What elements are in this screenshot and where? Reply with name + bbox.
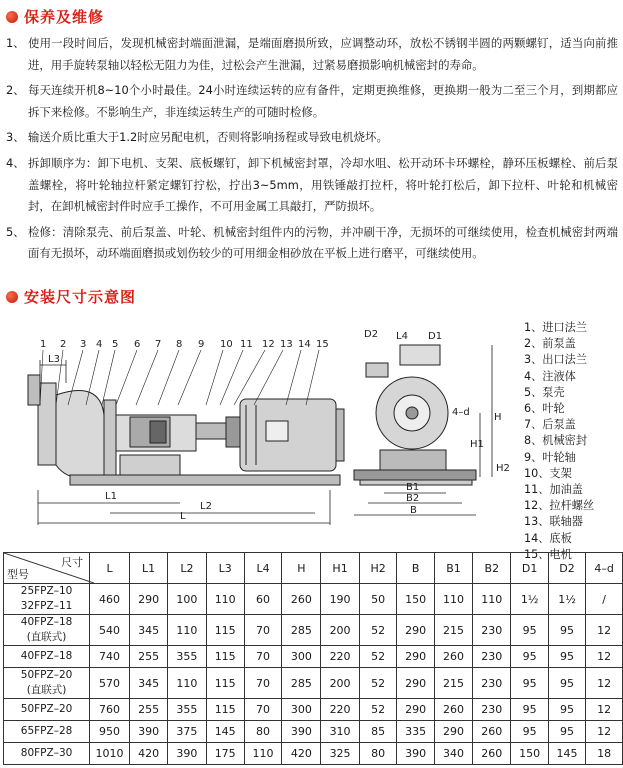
callout-leader xyxy=(206,350,223,405)
model-cell xyxy=(4,699,90,721)
value-cell: 115 xyxy=(206,668,244,699)
model-line: 32FPZ–11 xyxy=(20,600,73,612)
value-cell: 95 xyxy=(511,668,548,699)
legend-item: 1、进口法兰 xyxy=(524,321,588,334)
value-cell: 390 xyxy=(168,743,206,765)
model-line: 40FPZ–18 xyxy=(20,616,73,628)
value-cell: 110 xyxy=(168,668,206,699)
value-cell: 570 xyxy=(90,668,130,699)
value-cell: 740 xyxy=(90,646,130,668)
model-line: (直联式) xyxy=(26,631,67,643)
value-cell: 285 xyxy=(282,615,321,646)
column-header: H2 xyxy=(359,553,397,584)
dim-H1: H1 xyxy=(470,439,484,450)
value-cell: 95 xyxy=(511,721,548,743)
model-cell xyxy=(4,721,90,743)
value-cell: 300 xyxy=(282,646,321,668)
value-cell: 52 xyxy=(359,668,397,699)
value-cell: 95 xyxy=(511,615,548,646)
column-header: L1 xyxy=(129,553,167,584)
value-cell: 110 xyxy=(434,584,472,615)
callout-leader xyxy=(254,350,283,405)
value-cell: 345 xyxy=(129,615,167,646)
callout-leader xyxy=(102,350,115,405)
callout-number: 2 xyxy=(60,339,67,350)
callout-number: 10 xyxy=(220,339,233,350)
value-cell: 355 xyxy=(168,646,206,668)
callout-number: 6 xyxy=(134,339,141,350)
value-cell: 115 xyxy=(206,646,244,668)
value-cell: 150 xyxy=(397,584,434,615)
model-line: 50FPZ–20 xyxy=(20,669,73,681)
callout-number: 12 xyxy=(262,339,275,350)
callout-leader xyxy=(158,350,179,405)
legend-item: 9、叶轮轴 xyxy=(524,450,576,464)
model-cell xyxy=(4,743,90,765)
value-cell: 70 xyxy=(244,699,281,721)
dim-B: B xyxy=(410,505,417,516)
value-cell: 145 xyxy=(548,743,585,765)
list-item xyxy=(6,127,618,149)
value-cell: 340 xyxy=(434,743,472,765)
legend-item: 4、注液体 xyxy=(524,369,576,383)
value-cell: 290 xyxy=(129,584,167,615)
value-cell: 420 xyxy=(129,743,167,765)
list-item-number: 4、 xyxy=(6,155,25,170)
value-cell: 150 xyxy=(511,743,548,765)
value-cell: 12 xyxy=(586,668,623,699)
value-cell: 110 xyxy=(168,615,206,646)
model-line: (直联式) xyxy=(26,684,67,696)
value-cell: 290 xyxy=(397,699,434,721)
value-cell: 12 xyxy=(586,615,623,646)
value-cell: 355 xyxy=(168,699,206,721)
dim-L4: L4 xyxy=(396,331,408,342)
value-cell: 950 xyxy=(90,721,130,743)
model-line: 25FPZ–10 xyxy=(20,585,73,597)
value-cell: 260 xyxy=(473,721,511,743)
value-cell: 1½ xyxy=(548,584,585,615)
red-bullet-icon xyxy=(6,291,18,303)
list-item xyxy=(6,33,618,76)
list-item-number: 5、 xyxy=(6,224,25,239)
value-cell: 52 xyxy=(359,699,397,721)
callout-leader xyxy=(136,350,158,405)
section-maintenance-title: 保养及维修 xyxy=(6,6,104,27)
list-item xyxy=(6,222,618,265)
legend-item: 2、前泵盖 xyxy=(524,337,576,351)
model-cell xyxy=(4,668,90,699)
dim-L1: L1 xyxy=(105,491,117,502)
value-cell: 1010 xyxy=(90,743,130,765)
value-cell: 115 xyxy=(206,615,244,646)
table-row xyxy=(4,721,623,743)
value-cell: 95 xyxy=(548,721,585,743)
callout-number: 11 xyxy=(240,339,253,350)
dim-4d: 4–d xyxy=(452,407,470,418)
value-cell: 50 xyxy=(359,584,397,615)
section-install-title: 安装尺寸示意图 xyxy=(6,286,136,307)
legend-item: 5、泵壳 xyxy=(524,385,565,399)
legend-item: 6、叶轮 xyxy=(524,402,565,416)
list-item-text: 拆卸顺序为：卸下电机、支架、底板螺钉，卸下机械密封罩，冷却水咀、松开动环卡环螺栓，静环压板螺栓、前后泵盖螺栓，将叶轮轴拉杆紧定螺钉拧松，拧出3~5mm，用铁锤敲打拉杆，将叶轮打松后，卸下拉杆、叶轮和机械密封，在卸机械密封件时应手工操作，不可用金属工具敲打，严防损坏。 xyxy=(28,155,618,214)
dim-H2: H2 xyxy=(496,463,510,474)
column-header: L4 xyxy=(244,553,281,584)
table-header-row xyxy=(4,553,623,584)
dim-B1: B1 xyxy=(406,482,420,493)
column-header: B xyxy=(397,553,434,584)
value-cell: / xyxy=(586,584,623,615)
list-item-number: 3、 xyxy=(6,130,25,145)
model-line: 40FPZ–18 xyxy=(20,650,73,662)
list-item-text: 每天连续开机8~10个小时最佳。24小时连续运转的应有备件，定期更换维修，更换期一般为二至三个月，到期都应拆下来检修。不影响生产，非连续运转生产的可随时检修。 xyxy=(28,83,618,119)
value-cell: 220 xyxy=(321,699,359,721)
dim-H: H xyxy=(494,412,502,423)
legend-item: 8、机械密封 xyxy=(524,434,588,448)
column-header: H xyxy=(282,553,321,584)
value-cell: 110 xyxy=(244,743,281,765)
callout-number: 13 xyxy=(280,339,293,350)
value-cell: 390 xyxy=(129,721,167,743)
value-cell: 345 xyxy=(129,668,167,699)
table-row xyxy=(4,699,623,721)
value-cell: 215 xyxy=(434,615,472,646)
callout-leader xyxy=(234,350,265,405)
dimension-table xyxy=(3,552,623,765)
value-cell: 95 xyxy=(511,646,548,668)
model-line: 65FPZ–28 xyxy=(20,725,73,737)
callout-number: 15 xyxy=(316,339,329,350)
value-cell: 110 xyxy=(473,584,511,615)
value-cell: 260 xyxy=(434,646,472,668)
maintenance-list xyxy=(6,33,618,269)
callout-number: 5 xyxy=(112,339,119,350)
value-cell: 95 xyxy=(548,699,585,721)
value-cell: 290 xyxy=(397,668,434,699)
legend-item: 14、底板 xyxy=(524,531,572,545)
column-header: H1 xyxy=(321,553,359,584)
value-cell: 145 xyxy=(206,721,244,743)
value-cell: 255 xyxy=(129,699,167,721)
list-item-number: 1、 xyxy=(6,36,25,50)
value-cell: 290 xyxy=(397,615,434,646)
dim-L2: L2 xyxy=(200,501,212,512)
value-cell: 285 xyxy=(282,668,321,699)
value-cell: 200 xyxy=(321,668,359,699)
red-bullet-icon xyxy=(6,11,18,23)
table-row xyxy=(4,668,623,699)
value-cell: 325 xyxy=(321,743,359,765)
dim-L3: L3 xyxy=(48,354,60,365)
column-header: B2 xyxy=(473,553,511,584)
value-cell: 1½ xyxy=(511,584,548,615)
column-header: D2 xyxy=(548,553,585,584)
value-cell: 255 xyxy=(129,646,167,668)
value-cell: 760 xyxy=(90,699,130,721)
value-cell: 70 xyxy=(244,646,281,668)
table-row xyxy=(4,615,623,646)
value-cell: 230 xyxy=(473,699,511,721)
side-view-pump xyxy=(28,375,344,485)
value-cell: 85 xyxy=(359,721,397,743)
column-header: L3 xyxy=(206,553,244,584)
value-cell: 260 xyxy=(282,584,321,615)
callout-number: 3 xyxy=(80,339,87,350)
value-cell: 95 xyxy=(511,699,548,721)
callout-leader xyxy=(220,350,243,405)
value-cell: 175 xyxy=(206,743,244,765)
value-cell: 375 xyxy=(168,721,206,743)
dim-D1: D1 xyxy=(428,331,443,342)
value-cell: 80 xyxy=(359,743,397,765)
table-row xyxy=(4,646,623,668)
value-cell: 390 xyxy=(397,743,434,765)
list-item-number: 2、 xyxy=(6,83,25,98)
list-item-text: 使用一段时间后，发现机械密封端面泄漏，是端面磨损所致，应调整动环，放松不锈钢半圆的两颗螺钉，适当向前推进，用手旋转泵轴以轻松无阻力为佳，过松会产生泄漏，过紧易磨损影响机械密封的寿命。 xyxy=(28,36,618,72)
column-header: B1 xyxy=(434,553,472,584)
value-cell: 200 xyxy=(321,615,359,646)
list-item-text: 输送介质比重大于1.2时应另配电机，否则将影响扬程或导致电机烧坏。 xyxy=(28,130,388,145)
table-row xyxy=(4,584,623,615)
value-cell: 70 xyxy=(244,668,281,699)
value-cell: 420 xyxy=(282,743,321,765)
value-cell: 230 xyxy=(473,668,511,699)
model-line: 50FPZ–20 xyxy=(20,703,73,715)
legend-item: 10、支架 xyxy=(524,466,572,480)
value-cell: 230 xyxy=(473,615,511,646)
value-cell: 300 xyxy=(282,699,321,721)
legend-item: 7、后泵盖 xyxy=(524,418,576,432)
table-corner-cell: 尺寸 型号 xyxy=(4,553,90,584)
list-item-text: 检修：清除泵壳、前后泵盖、叶轮、机械密封组件内的污物，并冲刷干净，无损坏的可继续使用，检查机械密封两端面有无损坏，动环端面磨损或划伤较少的可用细金相砂放在平板上进行磨平，可继续使用。 xyxy=(28,224,618,261)
value-cell: 80 xyxy=(244,721,281,743)
value-cell: 335 xyxy=(397,721,434,743)
value-cell: 12 xyxy=(586,699,623,721)
value-cell: 190 xyxy=(321,584,359,615)
value-cell: 60 xyxy=(244,584,281,615)
callout-number: 14 xyxy=(298,339,311,350)
value-cell: 12 xyxy=(586,721,623,743)
value-cell: 220 xyxy=(321,646,359,668)
value-cell: 260 xyxy=(473,743,511,765)
callout-leader xyxy=(286,350,301,405)
list-item xyxy=(6,80,618,123)
legend-item: 3、出口法兰 xyxy=(524,353,588,367)
value-cell: 115 xyxy=(206,699,244,721)
column-header: L xyxy=(90,553,130,584)
model-cell xyxy=(4,646,90,668)
dim-D2: D2 xyxy=(364,329,379,340)
value-cell: 12 xyxy=(586,646,623,668)
value-cell: 215 xyxy=(434,668,472,699)
callout-number: 9 xyxy=(198,339,205,350)
value-cell: 110 xyxy=(206,584,244,615)
table-row xyxy=(4,743,623,765)
legend-item: 12、拉杆螺丝 xyxy=(524,499,595,513)
dim-L: L xyxy=(180,511,186,522)
column-header: L2 xyxy=(168,553,206,584)
legend-item: 11、加油盖 xyxy=(524,483,583,497)
legend-item: 15、电机 xyxy=(524,547,572,561)
callout-number: 7 xyxy=(155,339,162,350)
value-cell: 95 xyxy=(548,668,585,699)
callout-number: 8 xyxy=(176,339,183,350)
parts-legend xyxy=(524,320,594,563)
value-cell: 460 xyxy=(90,584,130,615)
value-cell: 390 xyxy=(282,721,321,743)
value-cell: 95 xyxy=(548,646,585,668)
model-cell xyxy=(4,615,90,646)
value-cell: 52 xyxy=(359,646,397,668)
value-cell: 540 xyxy=(90,615,130,646)
callout-leader xyxy=(116,350,137,405)
callout-number: 4 xyxy=(96,339,103,350)
value-cell: 290 xyxy=(397,646,434,668)
value-cell: 100 xyxy=(168,584,206,615)
column-header: 4–d xyxy=(586,553,623,584)
column-header: D1 xyxy=(511,553,548,584)
callout-number: 1 xyxy=(40,339,47,350)
callout-leader xyxy=(178,350,201,405)
value-cell: 290 xyxy=(434,721,472,743)
value-cell: 70 xyxy=(244,615,281,646)
value-cell: 260 xyxy=(434,699,472,721)
dim-B2: B2 xyxy=(406,493,420,504)
value-cell: 52 xyxy=(359,615,397,646)
value-cell: 95 xyxy=(548,615,585,646)
model-cell xyxy=(4,584,90,615)
model-line: 80FPZ–30 xyxy=(20,747,73,759)
callout-leader xyxy=(306,350,319,405)
value-cell: 18 xyxy=(586,743,623,765)
value-cell: 310 xyxy=(321,721,359,743)
legend-item: 13、联轴器 xyxy=(524,515,583,529)
list-item xyxy=(6,153,618,218)
value-cell: 230 xyxy=(473,646,511,668)
